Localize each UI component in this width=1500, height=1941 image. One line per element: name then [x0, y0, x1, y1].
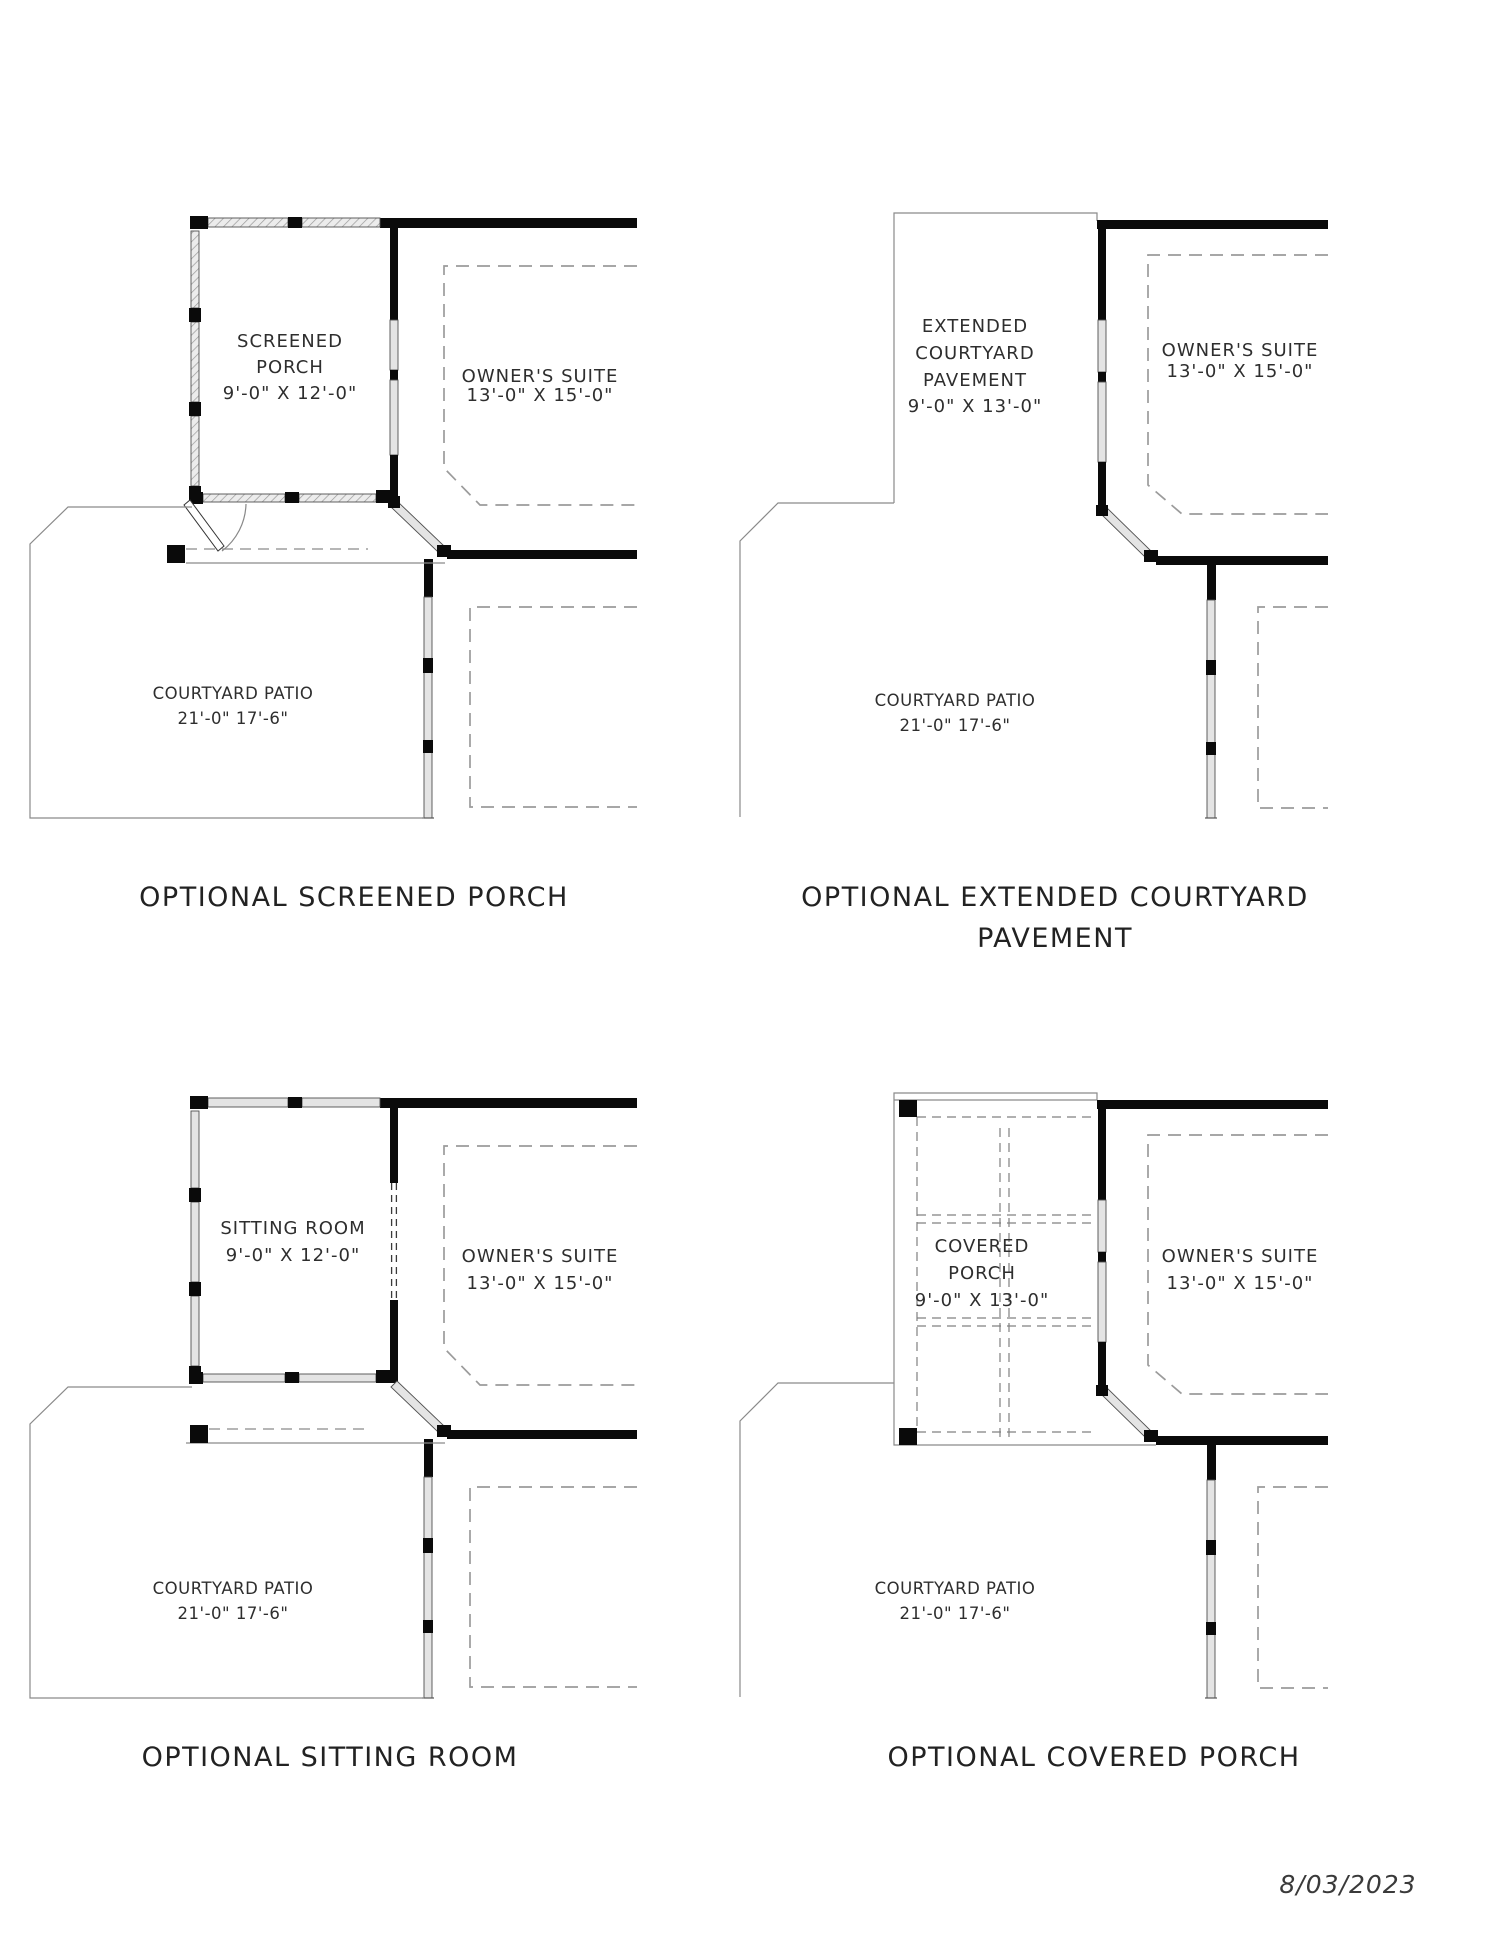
room-label: PORCH — [948, 1263, 1016, 1284]
owners-suite-dims: 13'-0" X 15'-0" — [466, 1273, 614, 1294]
owners-suite-label: OWNER'S SUITE — [1161, 340, 1319, 361]
room-dims: 9'-0" X 13'-0" — [907, 396, 1043, 417]
room-label: PAVEMENT — [923, 370, 1027, 391]
plan-caption: PAVEMENT — [977, 923, 1133, 954]
room-label: PORCH — [256, 357, 324, 378]
plan-caption: OPTIONAL SCREENED PORCH — [139, 882, 569, 913]
owners-suite-dims: 13'-0" X 15'-0" — [466, 385, 614, 406]
owners-suite-label: OWNER'S SUITE — [1161, 1246, 1319, 1267]
room-label: SCREENED — [237, 331, 343, 352]
courtyard-dims: 21'-0" 17'-6" — [899, 716, 1011, 735]
owners-suite-dims: 13'-0" X 15'-0" — [1166, 1273, 1314, 1294]
plan-caption: OPTIONAL SITTING ROOM — [141, 1742, 519, 1773]
courtyard-label: COURTYARD PATIO — [874, 1579, 1036, 1598]
revision-date: 8/03/2023 — [1279, 1870, 1417, 1899]
room-dims: 9'-0" X 13'-0" — [914, 1290, 1050, 1311]
room-label: COVERED — [934, 1236, 1030, 1257]
room-label: EXTENDED — [921, 316, 1029, 337]
courtyard-label: COURTYARD PATIO — [152, 1579, 314, 1598]
plan-caption: OPTIONAL EXTENDED COURTYARD — [801, 882, 1309, 913]
courtyard-label: COURTYARD PATIO — [152, 684, 314, 703]
owners-suite-label: OWNER'S SUITE — [461, 366, 619, 387]
courtyard-label: COURTYARD PATIO — [874, 691, 1036, 710]
owners-suite-label: OWNER'S SUITE — [461, 1246, 619, 1267]
room-label: COURTYARD — [915, 343, 1035, 364]
courtyard-dims: 21'-0" 17'-6" — [177, 709, 289, 728]
plan-caption: OPTIONAL COVERED PORCH — [887, 1742, 1301, 1773]
owners-suite-dims: 13'-0" X 15'-0" — [1166, 361, 1314, 382]
courtyard-dims: 21'-0" 17'-6" — [899, 1604, 1011, 1623]
room-label: SITTING ROOM — [220, 1218, 366, 1239]
room-dims: 9'-0" X 12'-0" — [225, 1245, 361, 1266]
room-dims: 9'-0" X 12'-0" — [222, 383, 358, 404]
courtyard-dims: 21'-0" 17'-6" — [177, 1604, 289, 1623]
